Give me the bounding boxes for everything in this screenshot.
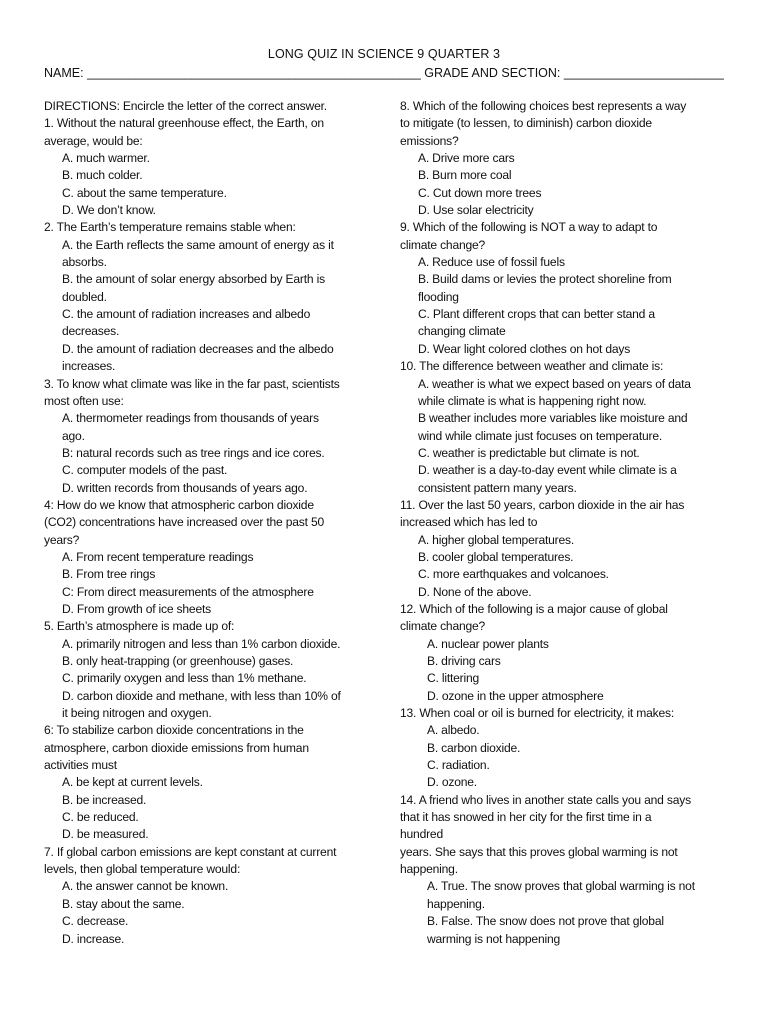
- answer-choice-line: D. carbon dioxide and methane, with less than 10% of: [62, 688, 341, 703]
- answer-choice-line: B. be increased.: [62, 792, 147, 807]
- answer-choice-line: changing climate: [418, 324, 506, 339]
- answer-choice-line: decreases.: [62, 324, 120, 339]
- question-line: 3. To know what climate was like in the far past, scientists: [44, 376, 340, 391]
- answer-choice-line: D. ozone.: [427, 775, 477, 790]
- answer-choice-line: absorbs.: [62, 255, 107, 270]
- question-line: 11. Over the last 50 years, carbon dioxide in the air has: [400, 497, 685, 512]
- question-line: activities must: [44, 758, 117, 773]
- question-line: 10. The difference between weather and climate is:: [400, 359, 664, 374]
- answer-choice-line: D. written records from thousands of years ago.: [62, 480, 308, 495]
- answer-choice-line: it being nitrogen and oxygen.: [62, 706, 212, 721]
- answer-choice-line: D. weather is a day-to-day event while climate is a: [418, 463, 677, 478]
- question-line: 12. Which of the following is a major cause of global: [400, 601, 668, 616]
- answer-choice-line: B weather includes more variables like moisture and: [418, 411, 688, 426]
- question-line: 2. The Earth’s temperature remains stable when:: [44, 220, 296, 235]
- answer-choice-line: A. True. The snow proves that global warming is not: [427, 879, 695, 894]
- question-line: years. She says that this proves global warming is not: [400, 844, 678, 859]
- question-line: climate change?: [400, 237, 486, 252]
- name-label: NAME:: [44, 66, 84, 80]
- answer-choice-line: A. Reduce use of fossil fuels: [418, 255, 565, 270]
- question-line: average, would be:: [44, 133, 143, 148]
- answer-choice-line: C: From direct measurements of the atmosphere: [62, 584, 314, 599]
- answer-choice-line: B. only heat-trapping (or greenhouse) gases.: [62, 654, 294, 668]
- answer-choice-line: increases.: [62, 359, 116, 374]
- answer-choice-line: C. primarily oxygen and less than 1% methane.: [62, 671, 307, 686]
- answer-choice-line: A. weather is what we expect based on years of data: [418, 376, 691, 391]
- answer-choice-line: A. From recent temperature readings: [62, 549, 254, 564]
- question-line: 14. A friend who lives in another state calls you and says: [400, 792, 691, 807]
- answer-choice-line: A. thermometer readings from thousands of years: [62, 411, 319, 426]
- answer-choice-line: D. the amount of radiation decreases and the albedo: [62, 341, 334, 356]
- answer-choice-line: A. albedo.: [427, 723, 480, 738]
- question-line: 6: To stabilize carbon dioxide concentrations in the: [44, 723, 304, 738]
- question-line: 1. Without the natural greenhouse effect, the Earth, on: [44, 116, 324, 131]
- answer-choice-line: B. driving cars: [427, 654, 501, 668]
- answer-choice-line: wind while climate just focuses on temperature.: [418, 428, 663, 443]
- question-line: years?: [44, 532, 80, 547]
- page-title: LONG QUIZ IN SCIENCE 9 QUARTER 3: [267, 47, 501, 61]
- answer-choice-line: B. stay about the same.: [62, 896, 185, 911]
- answer-choice-line: C. weather is predictable but climate is not.: [418, 445, 640, 460]
- answer-choice-line: C. about the same temperature.: [62, 185, 227, 200]
- question-line: most often use:: [44, 393, 124, 408]
- answer-choice-line: D. be measured.: [62, 827, 149, 842]
- answer-choice-line: D. Wear light colored clothes on hot days: [418, 341, 631, 356]
- question-line: to mitigate (to lessen, to diminish) carbon dioxide: [400, 116, 652, 131]
- answer-choice-line: A. the answer cannot be known.: [62, 879, 229, 894]
- answer-choice-line: C. radiation.: [427, 758, 490, 773]
- answer-choice-line: C. the amount of radiation increases and albedo: [62, 307, 311, 322]
- answer-choice-line: ago.: [62, 428, 85, 443]
- answer-choice-line: B. False. The snow does not prove that global: [427, 914, 664, 929]
- answer-choice-line: A. higher global temperatures.: [418, 532, 575, 547]
- answer-choice-line: happening.: [427, 896, 485, 911]
- answer-choice-line: D. None of the above.: [418, 584, 532, 599]
- answer-choice-line: B. much colder.: [62, 168, 143, 183]
- answer-choice-line: C. littering: [427, 671, 480, 686]
- question-line: climate change?: [400, 619, 486, 634]
- answer-choice-line: C. be reduced.: [62, 810, 139, 825]
- answer-choice-line: flooding: [418, 289, 459, 304]
- name-grade-line: [44, 66, 744, 80]
- answer-choice-line: B. cooler global temperatures.: [418, 549, 574, 564]
- answer-choice-line: consistent pattern many years.: [418, 480, 577, 495]
- answer-choice-line: doubled.: [62, 289, 107, 304]
- answer-choice-line: D. We don’t know.: [62, 203, 156, 218]
- answer-choice-line: B. Burn more coal: [418, 168, 512, 183]
- name-blank: ________________________________________________: [87, 66, 421, 80]
- answer-choice-line: warming is not happening: [427, 931, 561, 946]
- answer-choice-line: D. increase.: [62, 931, 125, 946]
- question-line: levels, then global temperature would:: [44, 862, 241, 877]
- answer-choice-line: A. nuclear power plants: [427, 636, 549, 651]
- question-line: 5. Earth’s atmosphere is made up of:: [44, 619, 235, 634]
- question-line: 9. Which of the following is NOT a way to adapt to: [400, 220, 658, 235]
- answer-choice-line: B. From tree rings: [62, 567, 156, 582]
- answer-choice-line: C. computer models of the past.: [62, 463, 228, 478]
- answer-choice-line: B. carbon dioxide.: [427, 740, 521, 755]
- right-column: [400, 98, 722, 948]
- question-line: hundred: [400, 827, 443, 842]
- answer-choice-line: C. decrease.: [62, 914, 129, 929]
- question-line: 8. Which of the following choices best represents a way: [400, 99, 687, 113]
- answer-choice-line: D. From growth of ice sheets: [62, 601, 211, 616]
- question-line: happening.: [400, 862, 458, 877]
- answer-choice-line: D. Use solar electricity: [418, 203, 534, 218]
- answer-choice-line: C. Plant different crops that can better stand a: [418, 307, 655, 322]
- answer-choice-line: A. Drive more cars: [418, 151, 515, 166]
- answer-choice-line: B. the amount of solar energy absorbed by Earth is: [62, 272, 325, 287]
- grade-section-label: GRADE AND SECTION:: [424, 66, 561, 80]
- question-line: 4: How do we know that atmospheric carbon dioxide: [44, 497, 314, 512]
- question-line: atmosphere, carbon dioxide emissions from human: [44, 740, 309, 755]
- answer-choice-line: while climate is what is happening right now.: [418, 393, 647, 408]
- question-line: that it has snowed in her city for the first time in a: [400, 810, 652, 825]
- answer-choice-line: A. primarily nitrogen and less than 1% carbon dioxide.: [62, 636, 341, 651]
- question-line: 13. When coal or oil is burned for electricity, it makes:: [400, 706, 675, 721]
- question-line: increased which has led to: [400, 515, 538, 530]
- answer-choice-line: C. more earthquakes and volcanoes.: [418, 567, 609, 582]
- answer-choice-line: B: natural records such as tree rings and ice cores.: [62, 445, 325, 460]
- answer-choice-line: A. the Earth reflects the same amount of energy as it: [62, 237, 334, 252]
- answer-choice-line: A. much warmer.: [62, 151, 150, 166]
- answer-choice-line: B. Build dams or levies the protect shoreline from: [418, 272, 672, 287]
- answer-choice-line: D. ozone in the upper atmosphere: [427, 688, 604, 703]
- question-line: DIRECTIONS: Encircle the letter of the correct answer.: [44, 99, 327, 113]
- question-line: 7. If global carbon emissions are kept constant at current: [44, 844, 337, 859]
- grade-section-blank: _______________________: [563, 66, 724, 80]
- question-line: emissions?: [400, 133, 459, 148]
- answer-choice-line: A. be kept at current levels.: [62, 775, 203, 790]
- question-line: (CO2) concentrations have increased over the past 50: [44, 515, 325, 530]
- answer-choice-line: C. Cut down more trees: [418, 185, 542, 200]
- left-column: [44, 98, 372, 948]
